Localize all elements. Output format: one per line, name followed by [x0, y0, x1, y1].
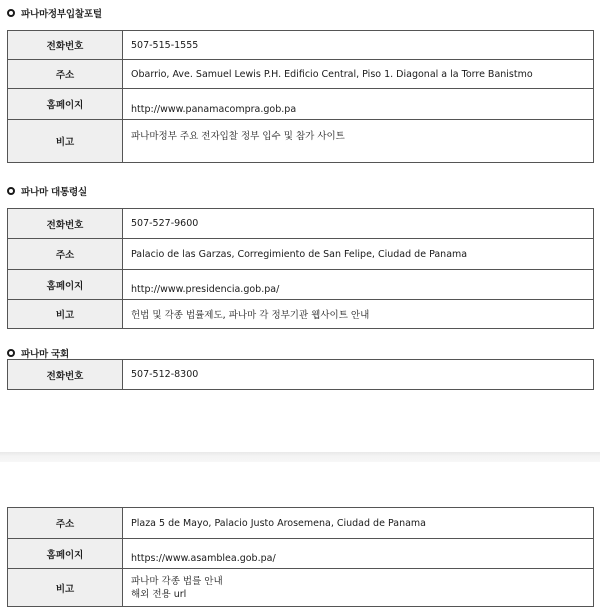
info-table-national-assembly — [7, 359, 594, 390]
section-title: 파나마 대통령실 — [21, 187, 87, 198]
section-title: 파나마 국회 — [21, 349, 69, 360]
table-row — [8, 539, 594, 569]
row-value-phone: 507-527-9600 — [123, 209, 594, 239]
row-label-phone: 전화번호 — [8, 360, 123, 390]
row-label-remarks: 비고 — [8, 120, 123, 163]
row-value-homepage[interactable]: http://www.panamacompra.gob.pa — [123, 89, 594, 120]
row-label-phone: 전화번호 — [8, 209, 123, 239]
section-heading-procurement-portal — [7, 5, 102, 21]
table-row — [8, 31, 594, 60]
remarks-line-1: 파나마 각종 법를 안내 — [131, 575, 223, 587]
row-value-homepage[interactable]: https://www.asamblea.gob.pa/ — [123, 539, 594, 569]
circle-bullet-icon — [7, 349, 15, 357]
section-heading-national-assembly — [7, 346, 69, 360]
row-label-remarks: 비고 — [8, 300, 123, 329]
info-table-procurement-portal — [7, 30, 594, 163]
section-heading-presidency — [7, 183, 87, 199]
row-label-address: 주소 — [8, 239, 123, 270]
info-table-presidency — [7, 208, 594, 329]
remarks-line-2: 해외 전용 url — [131, 588, 187, 600]
row-value-address: Palacio de las Garzas, Corregimiento de San Felipe, Ciudad de Panama — [123, 239, 594, 270]
page-break-divider — [0, 452, 600, 462]
row-value-address: Plaza 5 de Mayo, Palacio Justo Arosemena, Ciudad de Panama — [123, 508, 594, 539]
row-label-homepage: 홈페이지 — [8, 89, 123, 120]
row-value-remarks: 헌법 및 각종 법률제도, 파나마 각 정부기관 웹사이트 안내 — [123, 300, 594, 329]
table-row — [8, 569, 594, 607]
table-row — [8, 239, 594, 270]
row-value-remarks — [123, 569, 594, 607]
table-row — [8, 360, 594, 390]
row-label-phone: 전화번호 — [8, 31, 123, 60]
table-row — [8, 270, 594, 300]
table-row — [8, 60, 594, 89]
table-row — [8, 120, 594, 163]
row-value-phone: 507-515-1555 — [123, 31, 594, 60]
table-row — [8, 300, 594, 329]
row-value-address: Obarrio, Ave. Samuel Lewis P.H. Edificio Central, Piso 1. Diagonal a la Torre Banistmo — [123, 60, 594, 89]
row-value-homepage[interactable]: http://www.presidencia.gob.pa/ — [123, 270, 594, 300]
row-label-homepage: 홈페이지 — [8, 539, 123, 569]
document-page-2 — [0, 462, 600, 615]
table-row — [8, 89, 594, 120]
circle-bullet-icon — [7, 9, 15, 17]
section-title: 파나마정부입찰포털 — [21, 9, 102, 20]
row-label-remarks: 비고 — [8, 569, 123, 607]
row-value-phone: 507-512-8300 — [123, 360, 594, 390]
circle-bullet-icon — [7, 187, 15, 195]
row-value-remarks: 파나마정부 주요 전자입찰 정부 입수 및 참가 사이트 — [123, 120, 594, 163]
row-label-homepage: 홈페이지 — [8, 270, 123, 300]
table-row — [8, 209, 594, 239]
table-row — [8, 508, 594, 539]
row-label-address: 주소 — [8, 508, 123, 539]
info-table-national-assembly-continued — [7, 507, 594, 607]
row-label-address: 주소 — [8, 60, 123, 89]
